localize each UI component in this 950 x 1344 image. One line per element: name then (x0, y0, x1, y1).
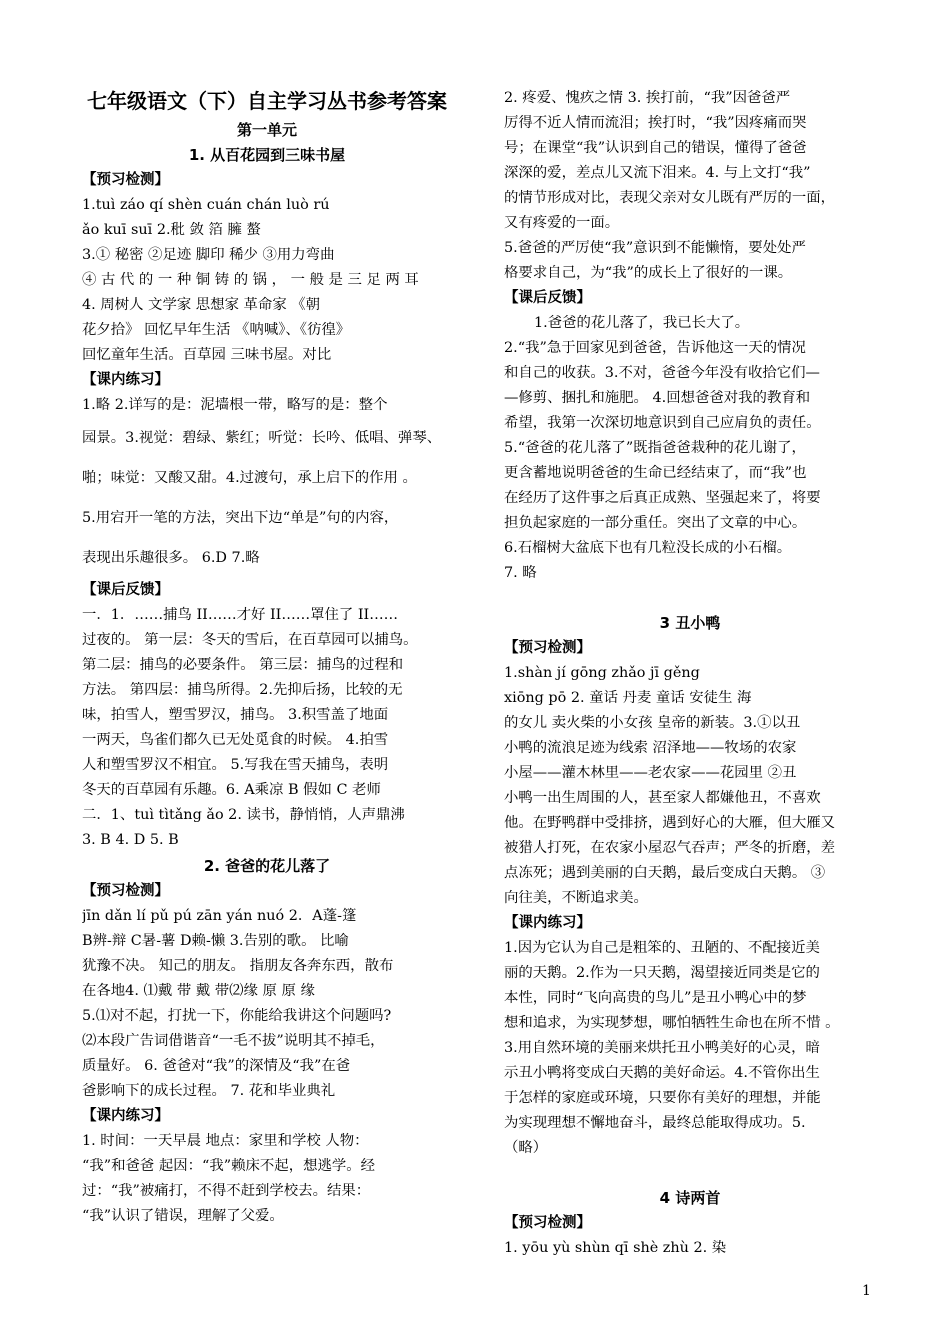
lesson-3-title: 3 丑小鸭 (659, 614, 721, 632)
lesson-1-classwork (82, 393, 452, 578)
text-line: 回忆童年生活。百草园 三味书屋。对比 (82, 347, 332, 363)
lesson-2-preview (82, 904, 452, 1104)
right-column (504, 86, 876, 1261)
text-line: 点冻死；遇到美丽的白天鹅，最后变成白天鹅。 ③ (504, 865, 826, 881)
text-line: 深深的爱，差点儿又流下泪来。4. 与上文打“我” (504, 165, 811, 181)
text-line: ǎo kuī suī 2.秕 敛 箔 臃 螯 (82, 222, 261, 238)
lesson-4-preview (504, 1236, 876, 1261)
section-preview: 【预习检测】 (504, 1215, 591, 1231)
text-line: 3.① 秘密 ②足迹 脚印 稀少 ③用力弯曲 (82, 247, 335, 263)
text-line: 过：“我”被痛打，不得不赶到学校去。结果： (82, 1183, 371, 1199)
section-classwork: 【课内练习】 (82, 372, 169, 388)
text-line: 冬天的百草园有乐趣。6. A乘凉 B 假如 C 老师 (82, 782, 381, 798)
text-line: 5.爸爸的严厉使“我”意识到不能懒惰，要处处严 (504, 240, 806, 256)
lesson-3-preview (504, 661, 876, 911)
text-line: 的情节形成对比，表现父亲对女儿既有严厉的一面， (504, 190, 835, 206)
text-line: “我”和爸爸 起因：“我”赖床不起，想逃学。经 (82, 1158, 376, 1174)
text-line: 方法。 第四层：捕鸟所得。2.先抑后扬，比较的无 (82, 682, 403, 698)
text-line: 表现出乐趣很多。 6.D 7.略 (82, 550, 260, 566)
text-line: 犹豫不决。 知己的朋友。 指朋友各奔东西，散布 (82, 958, 394, 974)
text-line: 7. 略 (504, 565, 537, 581)
text-line: 2. 疼爱、愧疚之情 3. 挨打前，“我”因爸爸严 (504, 90, 791, 106)
text-line: ④ 古 代 的 一 种 铜 铸 的 锅 ， 一 般 是 三 足 两 耳 (82, 272, 419, 288)
text-line: 啪；味觉：又酸又甜。4.过渡句，承上启下的作用 。 (82, 470, 417, 486)
text-line: 在经历了这件事之后真正成熟、坚强起来了，将要 (504, 490, 821, 506)
text-line: 他。在野鸭群中受排挤，遇到好心的大雁，但大雁又 (504, 815, 835, 831)
text-line: 一．1．……捕鸟 II……才好 II……罩住了 II…… (82, 607, 399, 623)
section-preview: 【预习检测】 (82, 883, 169, 899)
text-line: 号；在课堂“我”认识到自己的错误，懂得了爸爸 (504, 140, 807, 156)
text-line: 1.因为它认为自己是粗笨的、丑陋的、不配接近美 (504, 940, 820, 956)
text-line: 2.“我”急于回家见到爸爸，告诉他这一天的情况 (504, 340, 806, 356)
text-line: ⑵本段广告词借谐音“一毛不拔”说明其不掉毛， (82, 1033, 385, 1049)
text-line: 在各地4. ⑴戴 带 戴 带⑵缘 原 原 缘 (82, 983, 315, 999)
text-line: 花夕拾》 回忆早年生活 《呐喊》、《彷徨》 (82, 322, 351, 338)
lesson-2-classwork (82, 1129, 452, 1229)
text-line: 想和追求，为实现梦想，哪怕牺牲生命也在所不惜 。 (504, 1015, 840, 1031)
text-line: 1.爸爸的花儿落了，我已长大了。 (534, 315, 750, 331)
text-line: 向往美，不断追求美。 (504, 890, 648, 906)
lesson-4-title: 4 诗两首 (659, 1189, 721, 1207)
text-line: 1.略 2.详写的是：泥墙根一带，略写的是：整个 (82, 397, 388, 413)
text-line: 丽的天鹅。2.作为一只天鹅，渴望接近同类是它的 (504, 965, 820, 981)
text-line: 更含蓄地说明爸爸的生命已经结束了，而“我”也 (504, 465, 807, 481)
lesson-1-title: 1. 从百花园到三味书屋 (188, 146, 346, 164)
page-number: 1 (862, 1283, 871, 1299)
text-line: 小鸭一出生周围的人，甚至家人都嫌他丑，不喜欢 (504, 790, 821, 806)
lesson-1-feedback (82, 603, 452, 853)
text-line: xiōng pō 2. 童话 丹麦 童话 安徒生 海 (504, 690, 752, 706)
text-line: 5.⑴对不起，打扰一下，你能给我讲这个问题吗? (82, 1008, 392, 1024)
section-preview: 【预习检测】 (504, 640, 591, 656)
text-line: 一两天，鸟雀们都久已无处觅食的时候。 4.拍雪 (82, 732, 389, 748)
text-line: jīn dǎn lí pǔ pú zān yán nuó 2．A蓬-篷 (82, 908, 357, 924)
text-line: 于怎样的家庭或环境，只要你有美好的理想，并能 (504, 1090, 821, 1106)
document-title: 七年级语文（下）自主学习丛书参考答案 (87, 89, 447, 113)
text-line: 希望，我第一次深切地意识到自己应肩负的责任。 (504, 415, 821, 431)
text-line: 5.用宕开一笔的方法，突出下边“单是”句的内容， (82, 510, 399, 526)
section-classwork: 【课内练习】 (504, 915, 591, 931)
text-line: 担负起家庭的一部分重任。突出了文章的中心。 (504, 515, 807, 531)
text-line: 本性，同时“飞向高贵的鸟儿”是丑小鸭心中的梦 (504, 990, 807, 1006)
text-line: 示丑小鸭将变成白天鹅的美好命运。4.不管你出生 (504, 1065, 820, 1081)
text-line: 园景。3.视觉：碧绿、紫红；听觉：长吟、低唱、弹琴、 (82, 430, 442, 446)
lesson-2-feedback (504, 311, 876, 586)
text-line: 第二层：捕鸟的必要条件。 第三层：捕鸟的过程和 (82, 657, 404, 673)
text-line: 1. 时间：一天早晨 地点：家里和学校 人物： (82, 1133, 369, 1149)
text-line: （略） (504, 1140, 548, 1156)
text-line: 1. yōu yù shùn qī shè zhù 2. 染 (504, 1240, 727, 1256)
section-feedback: 【课后反馈】 (504, 290, 591, 306)
text-line: 1.shàn jí gōng zhǎo jī gěng (504, 665, 700, 681)
spacer (504, 586, 876, 610)
text-line: 格要求自己，为“我”的成长上了很好的一课。 (504, 265, 793, 281)
left-column (82, 86, 452, 1229)
text-line: 6.石榴树大盆底下也有几粒没长成的小石榴。 (504, 540, 792, 556)
text-line: 质量好。 6. 爸爸对“我”的深情及“我”在爸 (82, 1058, 351, 1074)
text-line: 5.“爸爸的花儿落了”既指爸爸栽种的花儿谢了， (504, 440, 806, 456)
lesson-1-preview (82, 193, 452, 368)
spacer (504, 1161, 876, 1185)
text-line: 3.用自然环境的美丽来烘托丑小鸭美好的心灵，暗 (504, 1040, 820, 1056)
text-line: “我”认识了错误，理解了父爱。 (82, 1208, 284, 1224)
text-line: 和自己的收获。3.不对，爸爸今年没有收拾它们— (504, 365, 820, 381)
text-line: 小屋——灌木林里——老农家——花园里 ②丑 (504, 765, 797, 781)
lesson-2-title: 2. 爸爸的花儿落了 (203, 857, 331, 875)
text-line: 二．1、tuì tìtǎng ǎo 2. 读书，静悄悄，人声鼎沸 (82, 807, 405, 823)
text-line: 4. 周树人 文学家 思想家 革命家 《朝 (82, 297, 321, 313)
text-line: 1.tuì záo qí shèn cuán chán luò rú (82, 197, 330, 213)
text-line: 人和塑雪罗汉不相宜。 5.写我在雪天捕鸟，表明 (82, 757, 389, 773)
text-line: 过夜的。 第一层：冬天的雪后，在百草园可以捕鸟。 (82, 632, 418, 648)
lesson-3-classwork (504, 936, 876, 1161)
lesson-2-classwork-continued (504, 86, 876, 286)
section-feedback: 【课后反馈】 (82, 582, 169, 598)
text-line: 爸影响下的成长过程。 7. 花和毕业典礼 (82, 1083, 336, 1099)
text-line: B辨-辩 C暑-薯 D赖-懒 3.告别的歌。 比喻 (82, 933, 349, 949)
text-line: 为实现理想不懈地奋斗，最终总能取得成功。5. (504, 1115, 806, 1131)
text-line: 厉得不近人情而流泪；挨打时，“我”因疼痛而哭 (504, 115, 807, 131)
text-line: 又有疼爱的一面。 (504, 215, 620, 231)
text-line: —修剪、捆扎和施肥。 4.回想爸爸对我的教育和 (504, 390, 811, 406)
text-line: 3. B 4. D 5. B (82, 832, 179, 848)
text-line: 味，拍雪人，塑雪罗汉，捕鸟。 3.积雪盖了地面 (82, 707, 389, 723)
unit-heading: 第一单元 (236, 121, 297, 139)
section-preview: 【预习检测】 (82, 172, 169, 188)
text-line: 的女儿 卖火柴的小女孩 皇帝的新装。3.①以丑 (504, 715, 801, 731)
text-line: 小鸭的流浪足迹为线索 沼泽地——牧场的农家 (504, 740, 797, 756)
text-line: 被猎人打死，在农家小屋忍气吞声；严冬的折磨，差 (504, 840, 835, 856)
section-classwork: 【课内练习】 (82, 1108, 169, 1124)
